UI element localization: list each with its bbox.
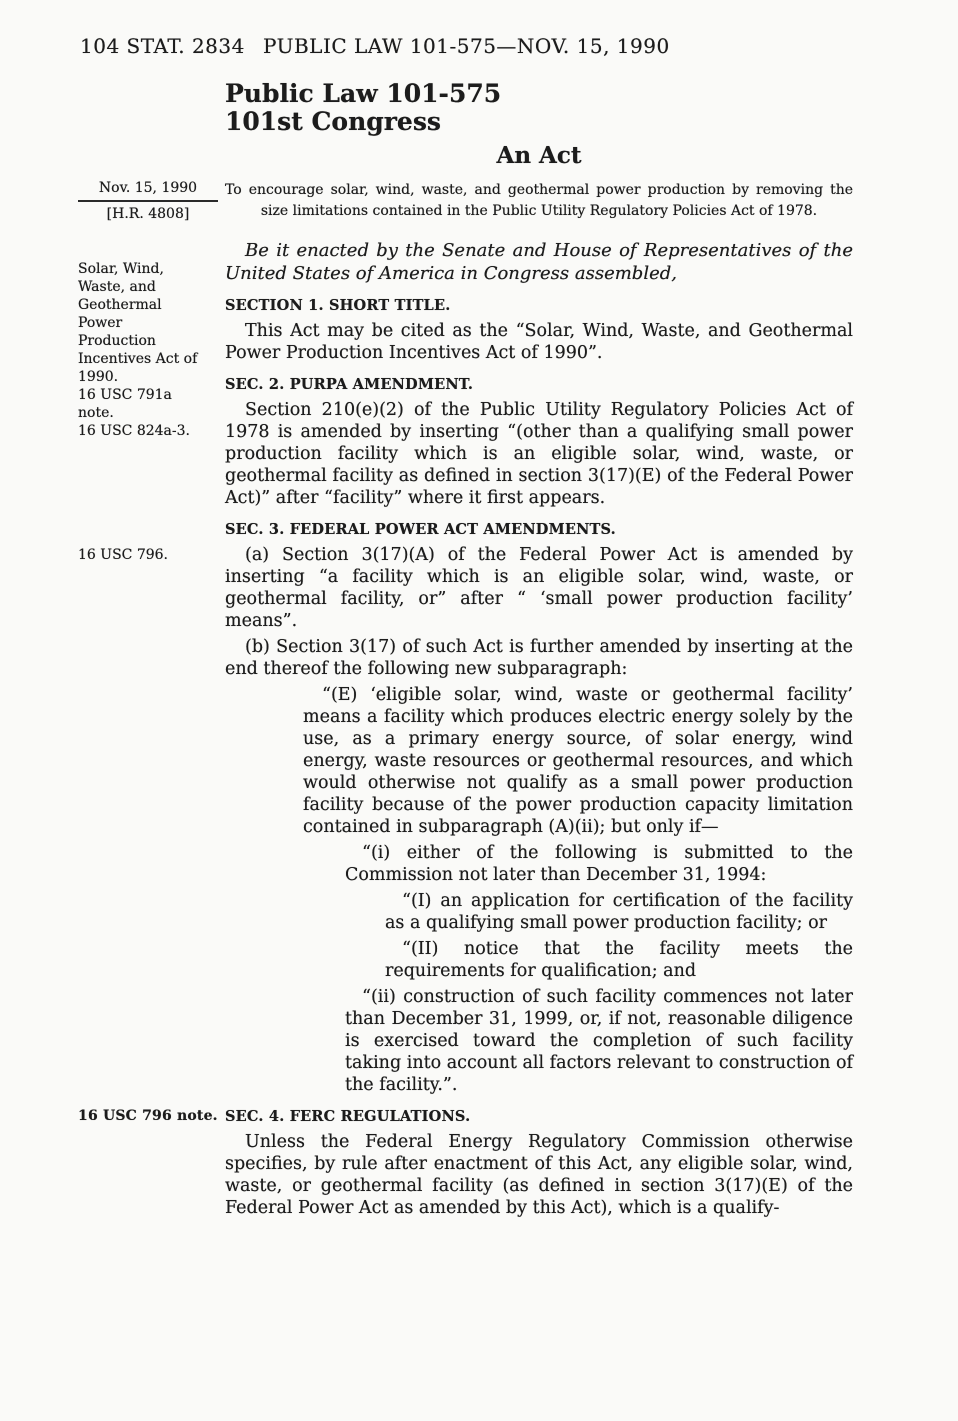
law-title-block [225,80,853,136]
section-4-text: Unless the Federal Energy Regulatory Commission otherwise specifies, by rule after enactment of this Act, any eligible solar, wind, waste, or geothermal facility (as defined in section 3(17)(E) of the Federal Power Act as amended by this Act), which is a qualify- [225,1132,853,1218]
margin-note-usc-796: 16 USC 796. [78,547,168,563]
purpose-clause [98,180,853,222]
congress-line: 101st Congress [225,107,441,136]
section-4-heading-text: SEC. 4. FERC REGULATIONS. [225,1108,471,1125]
section-3-clause-i: “(i) either of the following is submitted to the Commission not later than December 31, 1994: [345,843,853,885]
an-act-heading: An Act [496,142,582,169]
margin-note-short-title-block [78,260,202,422]
section-1-text: This Act may be cited as the “Solar, Wind, Waste, and Geothermal Power Production Incentives Act of 1990”. [225,321,853,363]
stat-page-number: 104 STAT. 2834 [80,34,245,58]
margin-note-date-bill [78,179,218,223]
section-1-heading: SECTION 1. SHORT TITLE. [225,297,451,314]
section-3-heading: SEC. 3. FEDERAL POWER ACT AMENDMENTS. [225,521,616,538]
body-column [78,79,853,1219]
enacting-text: Be it enacted by the Senate and House of Representatives of the United States of America in Congress assembled, [225,240,853,284]
section-4-heading [78,1107,853,1127]
law-number: Public Law 101-575 [225,79,502,108]
margin-note-usc-796-note: 16 USC 796 note. [78,1108,218,1124]
margin-note-short-title: Solar, Wind, Waste, and Geothermal Power Production Incentives Act of 1990. [78,261,198,385]
running-head-title: PUBLIC LAW 101-575—NOV. 15, 1990 [263,34,670,58]
margin-note-usc-791a: 16 USC 791a note. [78,387,172,421]
section-3-clause-I: “(I) an application for certification of the facility as a qualifying small power production facility; or [385,891,853,933]
section-2-text: Section 210(e)(2) of the Public Utility Regulatory Policies Act of 1978 is amended by inserting “(other than a qualifying small power production facility which is an eligible solar, wind, waste, or geothermal facility as defined in section 3(17)(E) of the Federal Power Act)” after “facility” where it first appears. [225,400,853,508]
section-3-subparagraph-E: “(E) ‘eligible solar, wind, waste or geothermal facility’ means a facility which produces electric energy solely by the use, as a primary energy source, of solar energy, wind energy, waste resources or geothermal resources, and which would otherwise not qualify as a small power production facility because of the power production capacity limitation contained in subparagraph (A)(ii); but only if— [303,685,853,837]
margin-note-date: Nov. 15, 1990 [78,179,218,202]
section-3-para-a-text: (a) Section 3(17)(A) of the Federal Power Act is amended by inserting “a facility which is an eligible solar, wind, waste, or geothermal facility, or” after “ ‘small power production facility’ means”. [225,545,853,631]
purpose-text: To encourage solar, wind, waste, and geothermal power production by removing the size limitations contained in the Public Utility Regulatory Policies Act of 1978. [225,182,853,219]
section-3-para-b: (b) Section 3(17) of such Act is further amended by inserting at the end thereof the following new subparagraph: [225,637,853,679]
section-3-clause-II: “(II) notice that the facility meets the requirements for qualification; and [385,939,853,981]
section-2-heading: SEC. 2. PURPA AMENDMENT. [225,376,474,393]
margin-note-usc-824a: 16 USC 824a-3. [78,423,190,439]
section-3-para-a [78,544,853,632]
margin-note-bill-number: [H.R. 4808] [106,206,190,222]
section-3-clause-ii: “(ii) construction of such facility commences not later than December 31, 1999, or, if not, reasonable diligence is exercised toward the completion of such facility taking into account all factors relevant to construction of the facility.”. [345,987,853,1095]
